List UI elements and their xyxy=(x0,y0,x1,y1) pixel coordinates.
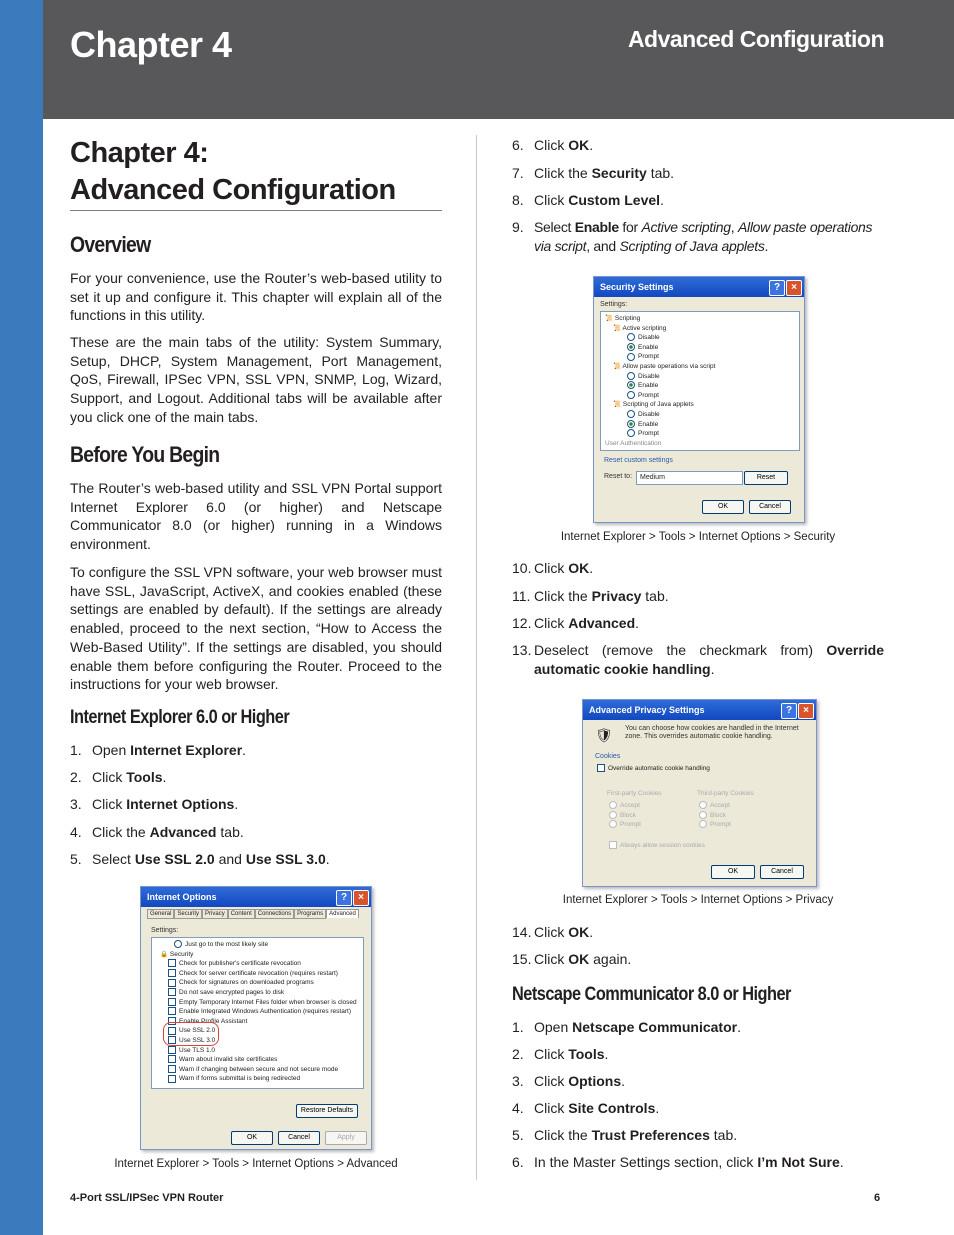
close-icon: × xyxy=(786,280,802,296)
shot-sec-reset-button: Reset xyxy=(744,471,788,485)
close-icon: × xyxy=(353,890,369,906)
footer-product: 4-Port SSL/IPSec VPN Router xyxy=(70,1192,224,1204)
shot-sec-ok-button: OK xyxy=(702,500,744,514)
shot-priv-intro: You can choose how cookies are handled in the Internet zone. This overrides automatic cookie handling. xyxy=(625,725,799,740)
shot-sec-reset-label: Reset custom settings xyxy=(604,457,673,464)
shot-sec-reset-select: Medium xyxy=(636,471,743,485)
shot-adv-ok-button: OK xyxy=(231,1131,273,1145)
shot-sec-reset-to: Reset to: xyxy=(604,473,633,480)
help-icon: ? xyxy=(781,703,797,719)
before-heading: Before You Begin xyxy=(70,442,220,467)
close-icon: × xyxy=(798,703,814,719)
title-line-1: Chapter 4: xyxy=(70,137,209,169)
shot-priv-ok-button: OK xyxy=(711,865,755,879)
title-line-2: Advanced Configuration xyxy=(70,174,396,206)
shot-adv-title: Internet Options xyxy=(147,892,217,902)
caption-security: Internet Explorer > Tools > Internet Options > Security xyxy=(560,531,836,543)
overview-heading: Overview xyxy=(70,232,151,257)
shot-sec-title: Security Settings xyxy=(600,282,674,292)
caption-advanced: Internet Explorer > Tools > Internet Options > Advanced xyxy=(114,1158,398,1170)
before-p2: To configure the SSL VPN software, your web browser must have SSL, JavaScript, ActiveX, and cookies enabled (these settings are enabled by default). If the settings are already enabled, proceed to the next section, “How to Access the Web-Based Utility”. If the settings are disabled, you should enable them before configuring the Router. Proceed to the instructions for your web browser. xyxy=(70,564,442,693)
ie-heading: Internet Explorer 6.0 or Higher xyxy=(70,707,290,728)
shot-adv-tabs: General Security Privacy Content Connections Programs Advanced xyxy=(147,911,359,917)
caption-privacy: Internet Explorer > Tools > Internet Options > Privacy xyxy=(562,894,834,906)
header-chapter: Chapter 4 xyxy=(70,24,232,65)
shot-sec-settings-label: Settings: xyxy=(600,301,628,308)
shot-priv-first-opts: Accept Block Prompt xyxy=(609,801,641,830)
column-divider xyxy=(476,135,477,1180)
shot-priv-first-party: First-party Cookies xyxy=(607,790,662,797)
screenshot-internet-options xyxy=(140,886,372,1150)
ssl-highlight-ring xyxy=(163,1022,219,1046)
left-accent-bar xyxy=(0,0,43,1235)
screenshot-privacy-settings xyxy=(582,699,817,887)
shot-priv-title: Advanced Privacy Settings xyxy=(589,705,705,715)
shot-adv-settings-list: Just go to the most likely site 🔒 Security Check for publisher's certificate revocation Check for server certificate revocation (requires restart) Check for signatures on downloaded programs Do not save encrypted pages to disk Empty Temporary Internet Files folder when browser is closed Enable Integrated Windows Authentication (requires restart) Enable Profile Assistant Use SSL 2.0 Use SSL 3.0 Use TLS 1.0 Warn about invalid site certificates Warn if changing between secure and not secure mode Warn if forms submittal is being redirected xyxy=(151,937,364,1089)
screenshot-security-settings xyxy=(593,276,805,523)
privacy-icon: 🛡 xyxy=(595,727,613,743)
help-icon: ? xyxy=(769,280,785,296)
footer-page-number: 6 xyxy=(874,1192,881,1204)
overview-p1: For your convenience, use the Router’s web-based utility to set it up and configure it. This chapter will explain all of the functions in this utility. xyxy=(70,270,442,324)
shot-priv-third-opts: Accept Block Prompt xyxy=(699,801,731,830)
shot-sec-settings-list: 📜 Scripting 📜 Active scripting Disable Enable Prompt 📜 Allow paste operations via script Disable Enable Prompt 📜 Scripting of Java applets Disable Enable Prompt User Authentication xyxy=(600,311,800,451)
shot-adv-cancel-button: Cancel xyxy=(278,1131,320,1145)
page-title xyxy=(70,135,442,209)
shot-priv-cancel-button: Cancel xyxy=(760,865,804,879)
help-icon: ? xyxy=(336,890,352,906)
shot-priv-session: Always allow session cookies xyxy=(609,841,705,851)
header-section: Advanced Configuration xyxy=(627,26,884,52)
shot-sec-cancel-button: Cancel xyxy=(749,500,791,514)
before-p1: The Router’s web-based utility and SSL VPN Portal support Internet Explorer 6.0 (or higher) and Netscape Communicator 8.0 (or higher) running in a Windows environment. xyxy=(70,480,442,553)
shot-adv-settings-label: Settings: xyxy=(151,927,179,934)
shot-adv-apply-button: Apply xyxy=(325,1131,367,1145)
shot-priv-third-party: Third-party Cookies xyxy=(697,790,754,797)
overview-p2: These are the main tabs of the utility: System Summary, Setup, DHCP, System Management, Port Management, QoS, Firewall, IPSec VPN, SSL VPN, SNMP, Log, Wizard, Support, and Logout. Additional tabs will be available after you click one of the main tabs. xyxy=(70,334,442,425)
netscape-heading: Netscape Communicator 8.0 or Higher xyxy=(512,984,791,1005)
shot-priv-override: Override automatic cookie handling xyxy=(597,764,710,774)
shot-adv-restore-button: Restore Defaults xyxy=(296,1104,358,1118)
shot-priv-cookies-label: Cookies xyxy=(595,753,621,760)
title-rule xyxy=(70,210,442,211)
